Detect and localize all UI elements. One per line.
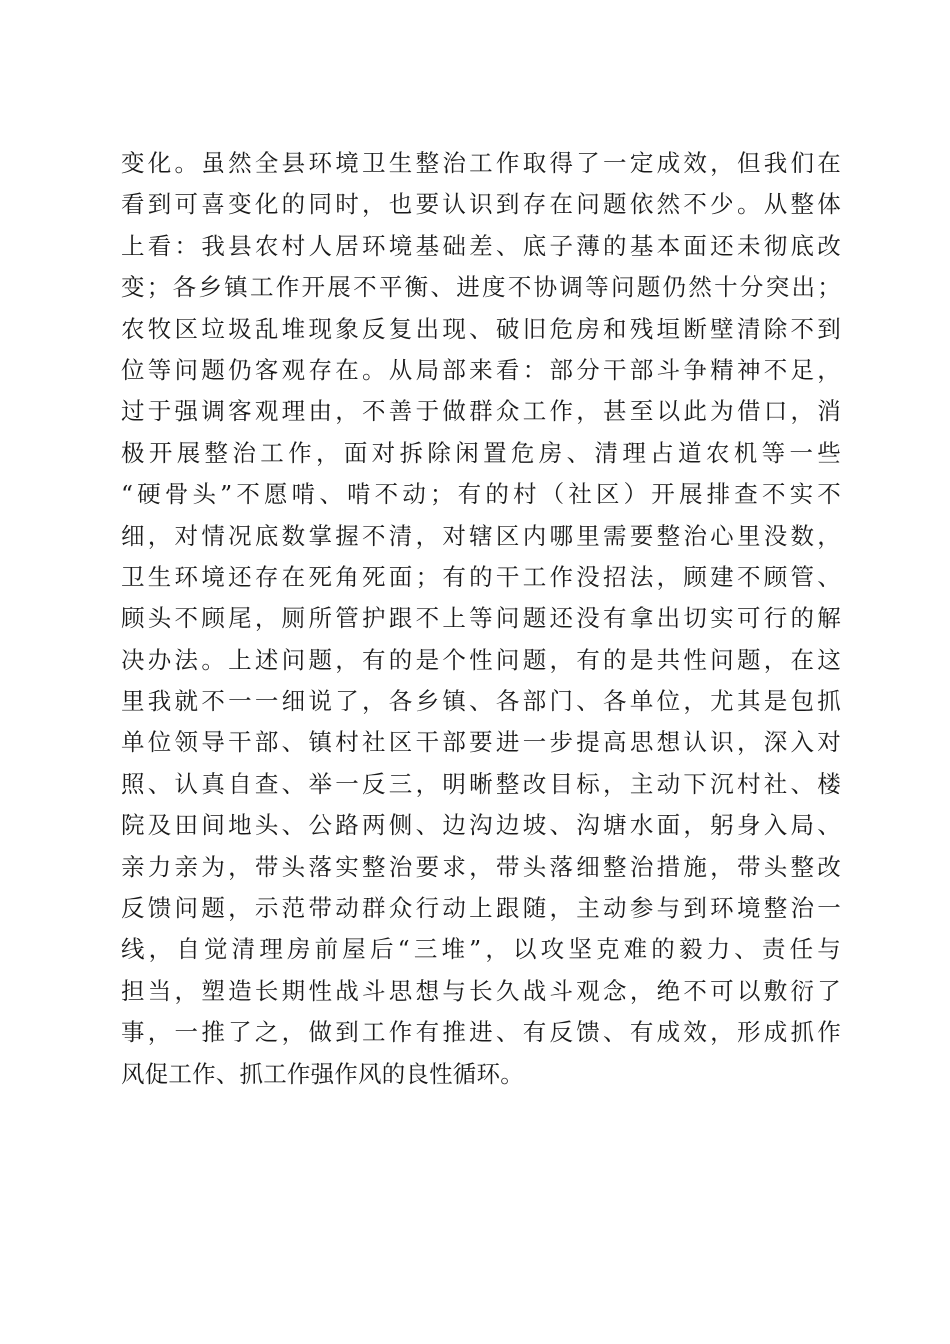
text-line: 亲力亲为，带头落实整治要求，带头落细整治措施，带头整改 <box>121 852 841 881</box>
text-line: 卫生环境还存在死角死面；有的干工作没招法，顾建不顾管、 <box>121 562 841 591</box>
text-line: 照、认真自查、举一反三，明晰整改目标，主动下沉村社、楼 <box>121 769 841 798</box>
text-line: 单位领导干部、镇村社区干部要进一步提高思想认识，深入对 <box>121 728 841 757</box>
text-line: “硬骨头”不愿啃、啃不动；有的村（社区）开展排查不实不 <box>121 480 841 509</box>
text-line: 决办法。上述问题，有的是个性问题，有的是共性问题，在这 <box>121 645 841 674</box>
text-line: 担当，塑造长期性战斗思想与长久战斗观念，绝不可以敷衍了 <box>121 976 841 1005</box>
text-line: 变化。虽然全县环境卫生整治工作取得了一定成效，但我们在 <box>121 149 841 177</box>
text-line: 线，自觉清理房前屋后“三堆”，以攻坚克难的毅力、责任与 <box>121 935 841 964</box>
text-line: 位等问题仍客观存在。从局部来看：部分干部斗争精神不足， <box>121 355 841 384</box>
body-paragraph <box>121 143 841 1095</box>
text-line: 事，一推了之，做到工作有推进、有反馈、有成效，形成抓作 <box>121 1018 841 1047</box>
text-line: 过于强调客观理由，不善于做群众工作，甚至以此为借口，消 <box>121 397 841 426</box>
text-line: 顾头不顾尾，厕所管护跟不上等问题还没有拿出切实可行的解 <box>121 604 841 633</box>
text-line: 反馈问题，示范带动群众行动上跟随，主动参与到环境整治一 <box>121 894 841 923</box>
text-line: 看到可喜变化的同时，也要认识到存在问题依然不少。从整体 <box>121 190 841 219</box>
text-line: 农牧区垃圾乱堆现象反复出现、破旧危房和残垣断壁清除不到 <box>121 314 841 343</box>
text-line: 极开展整治工作，面对拆除闲置危房、清理占道农机等一些 <box>121 438 841 467</box>
text-line: 细，对情况底数掌握不清，对辖区内哪里需要整治心里没数， <box>121 521 841 550</box>
text-line: 院及田间地头、公路两侧、边沟边坡、沟塘水面，躬身入局、 <box>121 811 841 840</box>
text-line: 上看：我县农村人居环境基础差、底子薄的基本面还未彻底改 <box>121 231 841 260</box>
text-line: 变；各乡镇工作开展不平衡、进度不协调等问题仍然十分突出； <box>121 273 841 302</box>
text-line: 里我就不一一细说了，各乡镇、各部门、各单位，尤其是包抓 <box>121 687 841 716</box>
text-line-last: 风促工作、抓工作强作风的良性循环。 <box>121 1059 524 1088</box>
